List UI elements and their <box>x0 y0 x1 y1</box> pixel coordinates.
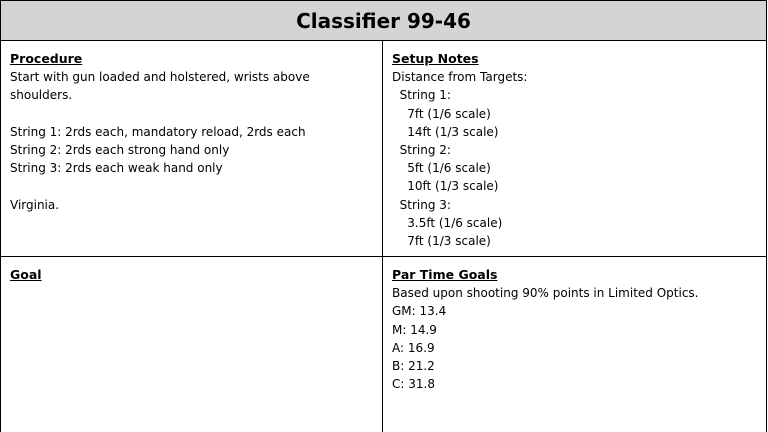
setup-notes-section <box>383 41 766 257</box>
text-line: Start with gun loaded and holstered, wrists above <box>10 70 310 85</box>
text-line: C: 31.8 <box>392 377 435 392</box>
text-line: 10ft (1/3 scale) <box>392 179 499 194</box>
spacer-line <box>10 177 382 195</box>
spacer-line <box>10 105 382 123</box>
par-time-goals-heading: Par Time Goals <box>392 267 498 282</box>
setup-notes-lines <box>392 68 766 250</box>
text-line: 5ft (1/6 scale) <box>392 161 491 176</box>
procedure-heading: Procedure <box>10 51 83 66</box>
procedure-section <box>1 41 383 257</box>
text-line: String 1: 2rds each, mandatory reload, 2rds each <box>10 124 306 139</box>
text-line: B: 21.2 <box>392 359 435 374</box>
text-line: 3.5ft (1/6 scale) <box>392 215 503 230</box>
content-grid <box>1 41 766 432</box>
text-line: Based upon shooting 90% points in Limited Optics. <box>392 286 699 301</box>
text-line: M: 14.9 <box>392 322 437 337</box>
text-line: shoulders. <box>10 88 73 103</box>
goal-section <box>1 257 383 432</box>
text-line: 7ft (1/3 scale) <box>392 234 491 249</box>
text-line: A: 16.9 <box>392 340 435 355</box>
text-line: String 3: <box>392 197 451 212</box>
goal-heading: Goal <box>10 267 42 282</box>
page-title: Classifier 99-46 <box>1 0 766 41</box>
text-line: Virginia. <box>10 197 60 212</box>
text-line: String 2: <box>392 143 451 158</box>
par-time-goals-section <box>383 257 766 432</box>
text-line: Distance from Targets: <box>392 70 528 85</box>
text-line: String 1: <box>392 88 451 103</box>
text-line: 7ft (1/6 scale) <box>392 106 491 121</box>
text-line: String 2: 2rds each strong hand only <box>10 143 230 157</box>
procedure-lines <box>10 68 382 214</box>
text-line: String 3: 2rds each weak hand only <box>10 161 223 176</box>
text-line: GM: 13.4 <box>392 304 447 319</box>
par-time-goals-lines <box>392 284 766 393</box>
setup-notes-heading: Setup Notes <box>392 51 479 66</box>
text-line: 14ft (1/3 scale) <box>392 124 499 139</box>
